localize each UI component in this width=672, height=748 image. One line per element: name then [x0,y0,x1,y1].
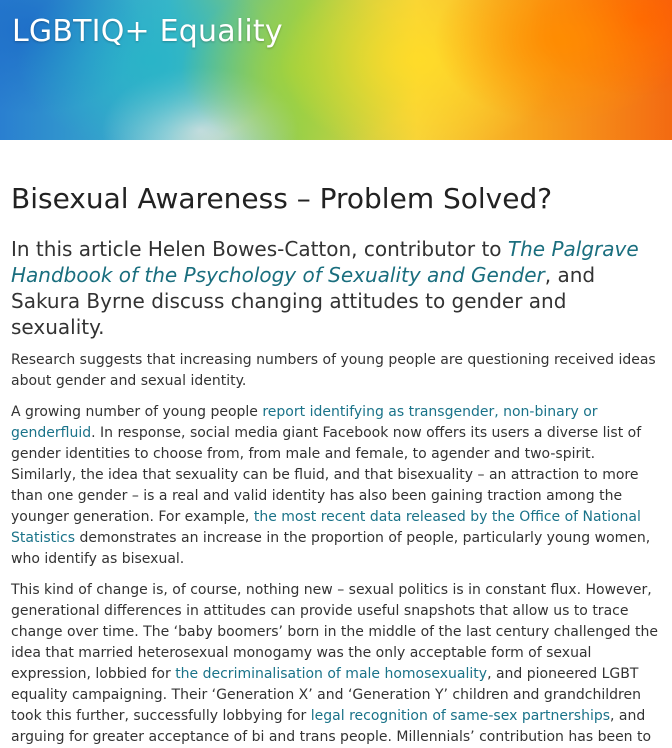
paragraph-text: , and pioneered LGBT equality campaigning. Their ‘Generation X’ and ‘Generation Y’ children and grandchildren took this further, successfully lobbying for [11,666,641,724]
section-title: LGBTIQ+ Equality [12,14,283,49]
paragraph-text: . In response, social media giant Facebook now offers its users a diverse list of gender identities to choose from, from male and female, to agender and two-spirit. Similarly, the idea that sexuality can be fluid, and that bisexuality – an attraction to more than one gender – is a real and valid identity has also been gaining traction among the younger generation. For example, [11,425,642,525]
standfirst-text: In this article Helen Bowes-Catton, contributor to [11,237,508,261]
book-link[interactable]: The Palgrave Handbook of the Psychology of Sexuality and Gender [11,237,639,287]
paragraph-2 [11,402,661,570]
link-transgender-report[interactable]: report identifying as transgender, non-binary or genderfluid [11,404,598,441]
paragraph-1: Research suggests that increasing numbers of young people are questioning received ideas about gender and sexual identity. [11,352,656,389]
article [0,180,672,748]
link-same-sex-partnerships[interactable]: legal recognition of same-sex partnerships [310,708,611,724]
paragraph-text: A growing number of young people [11,404,263,420]
article-standfirst [11,236,661,340]
article-title: Bisexual Awareness – Problem Solved? [11,182,553,215]
link-decriminalisation[interactable]: the decriminalisation of male homosexuality [175,666,488,682]
link-ons-data[interactable]: the most recent data released by the Office of National Statistics [11,509,641,546]
hero-banner [0,0,672,140]
paragraph-text: , and arguing for greater acceptance of bi and trans people. Millennials’ contribution has been to [11,708,652,745]
paragraph-3 [11,580,661,748]
standfirst-text: , and Sakura Byrne discuss changing attitudes to gender and sexuality. [11,263,596,339]
paragraph-text: demonstrates an increase in the proportion of people, particularly young women, who identify as bisexual. [11,530,651,567]
paragraph-text: This kind of change is, of course, nothing new – sexual politics is in constant flux. However, generational differences in attitudes can provide useful snapshots that allow us to trace change over time. The ‘baby boomers’ born in the middle of the last century challenged the idea that married heterosexual monogamy was the only acceptable form of sexual expression, lobbied for [11,582,658,682]
